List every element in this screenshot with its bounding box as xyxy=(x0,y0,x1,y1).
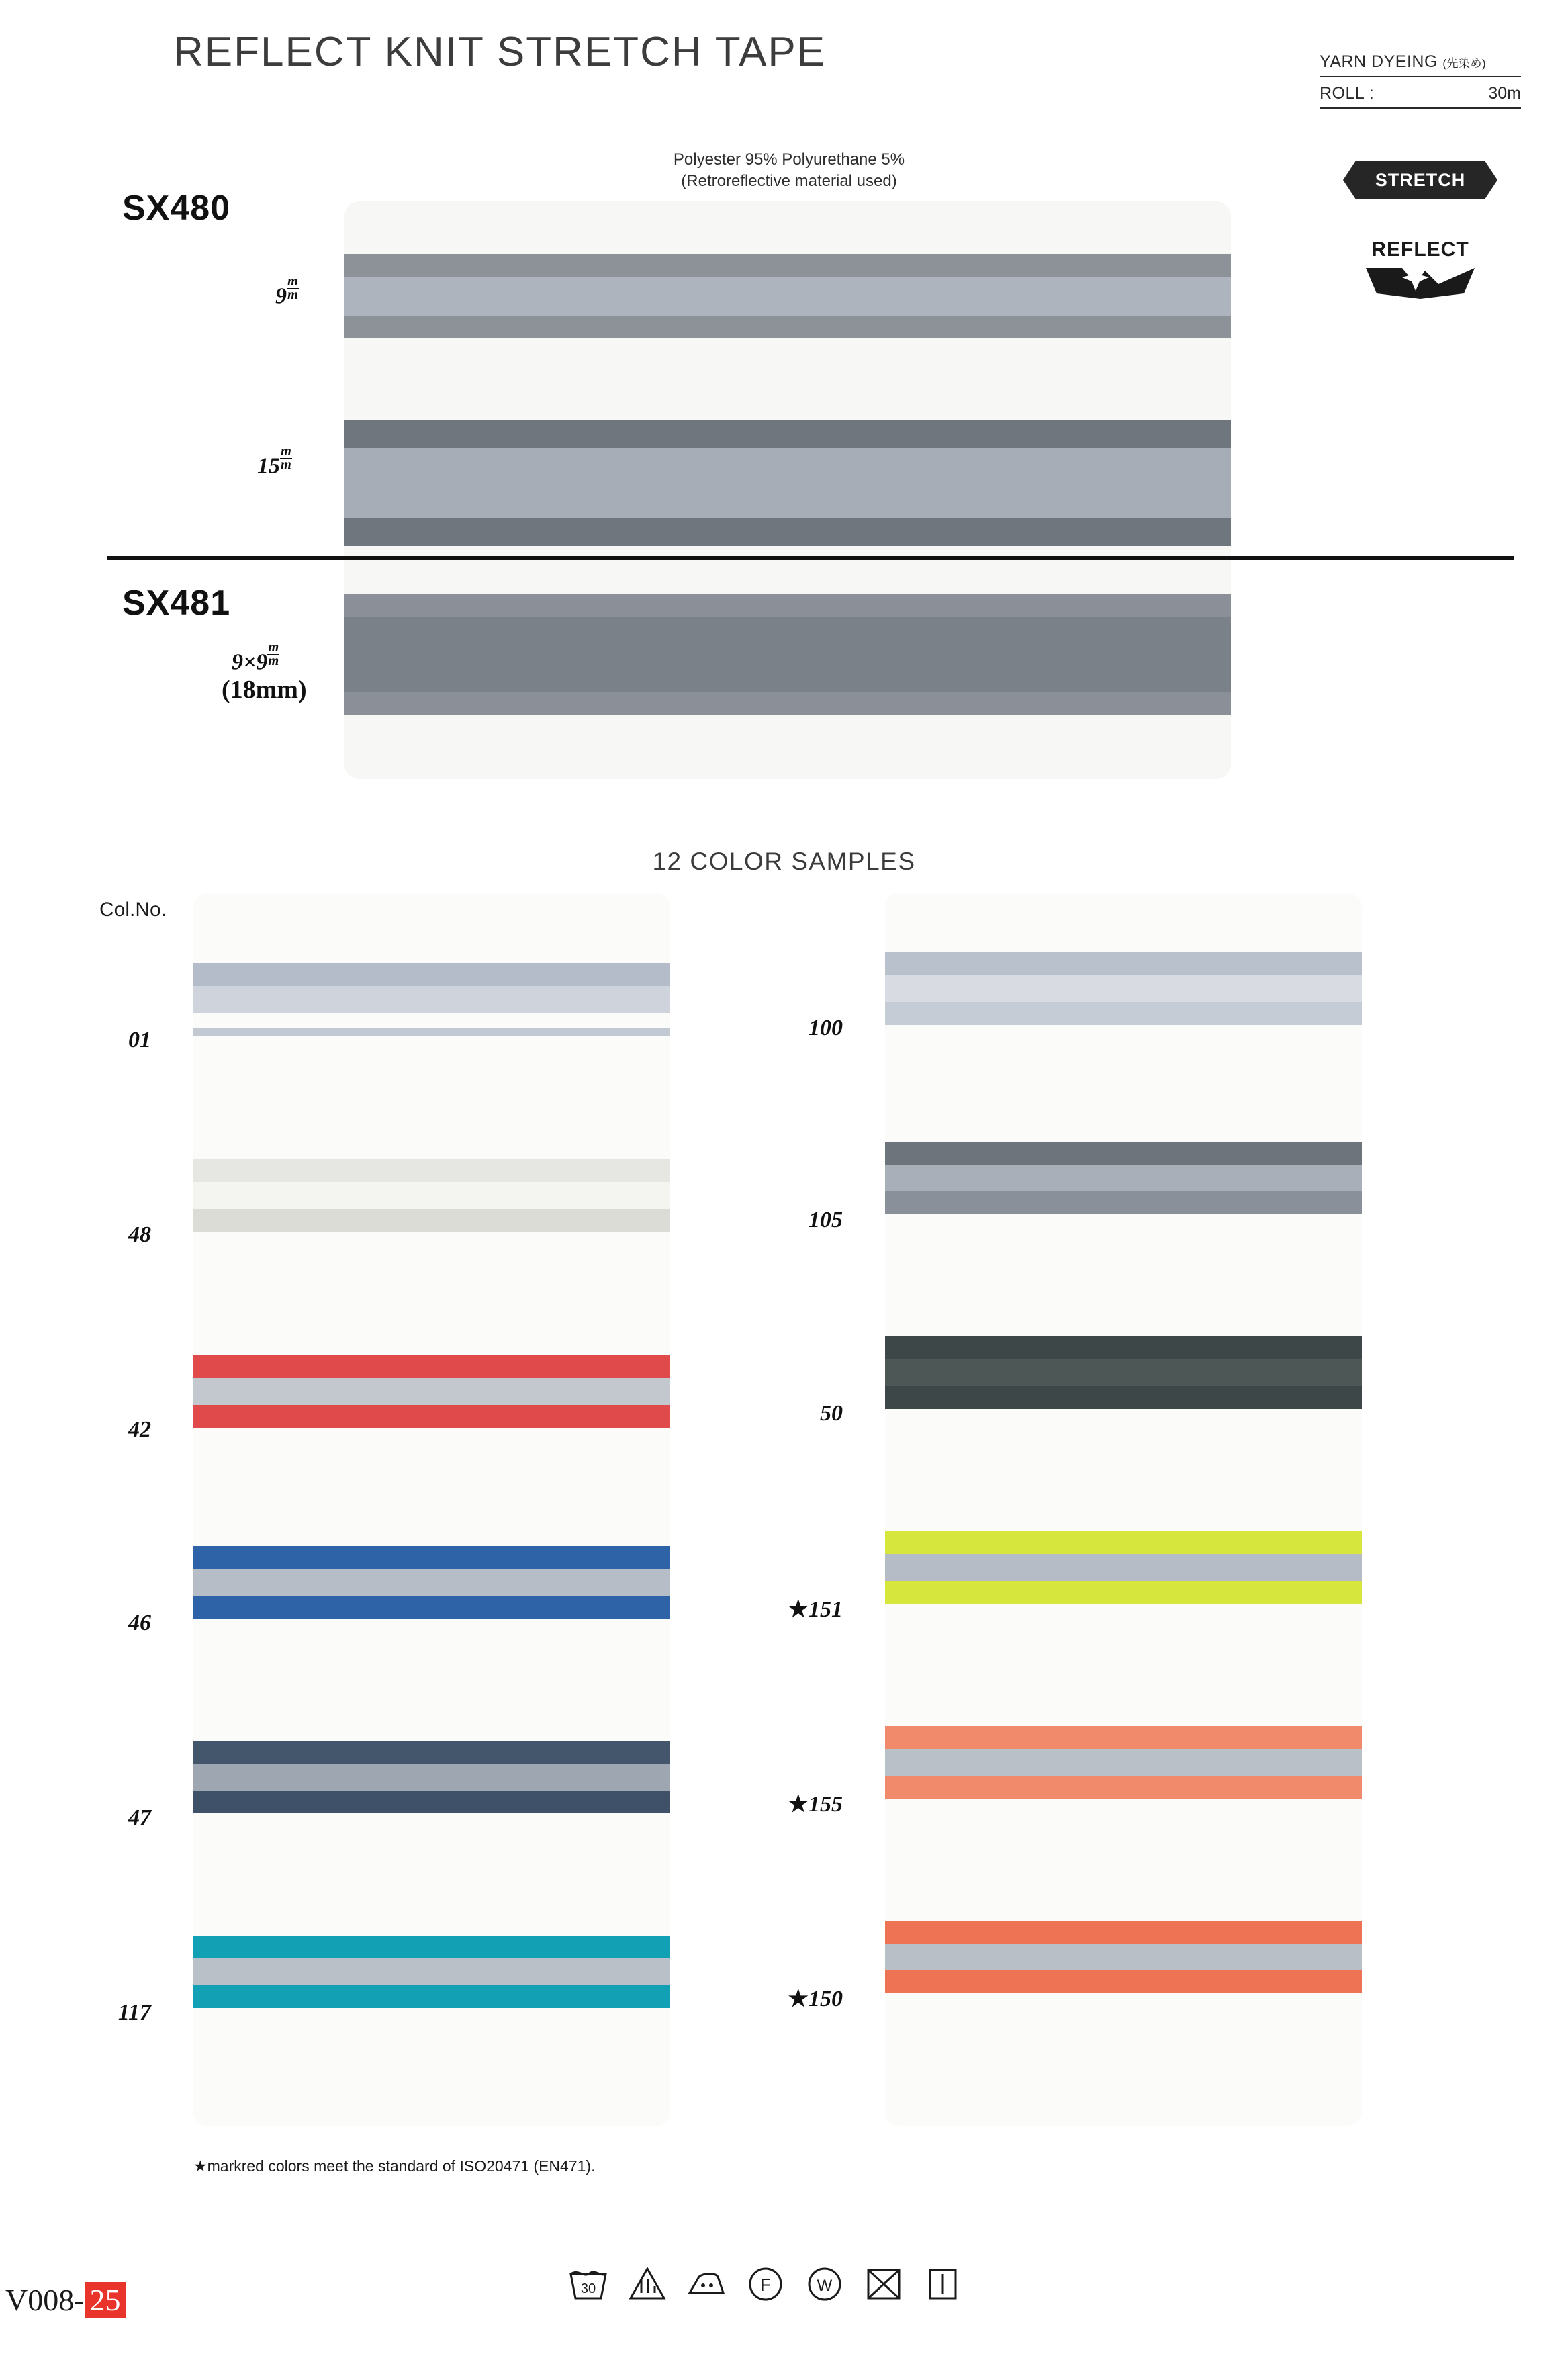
swatch-edge-bottom xyxy=(885,1776,1362,1799)
care-instruction-icons xyxy=(567,2263,964,2302)
swatch-core xyxy=(885,1165,1362,1191)
swatch-edge-bottom xyxy=(193,1028,670,1036)
color-swatch-01 xyxy=(193,963,670,1036)
section-divider xyxy=(107,556,1514,560)
color-swatch-117 xyxy=(193,1936,670,2008)
swatch-edge-top xyxy=(193,1355,670,1378)
swatch-core xyxy=(885,1944,1362,1970)
swatch-core xyxy=(885,1359,1362,1386)
swatch-core xyxy=(193,1378,670,1405)
spec-row-yarn-dyeing xyxy=(1320,52,1521,77)
tape-sample-sx480-9mm xyxy=(344,254,1231,341)
page-number-badge: 25 xyxy=(85,2282,126,2318)
reflect-badge xyxy=(1363,238,1477,299)
width-value: 9×9 xyxy=(232,649,268,675)
width-label-9x9mm xyxy=(232,641,279,675)
col-no-47: 47 xyxy=(128,1805,151,1830)
swatch-edge-top xyxy=(885,952,1362,975)
col-no-46: 46 xyxy=(128,1611,151,1635)
wetclean-w-icon xyxy=(804,2263,845,2302)
width-unit-mm: $\frac{m}{m}$ xyxy=(287,274,298,303)
svg-text:30: 30 xyxy=(580,2281,596,2296)
swatch-edge-bottom xyxy=(885,1581,1362,1604)
col-no-header: Col.No. xyxy=(99,899,167,921)
swatch-core xyxy=(193,986,670,1013)
col-no-50: 50 xyxy=(820,1401,843,1426)
swatch-core xyxy=(193,1764,670,1791)
width-label-15mm xyxy=(257,445,292,479)
stretch-badge-label: STRETCH xyxy=(1375,169,1466,190)
color-swatch-151 xyxy=(885,1531,1362,1604)
tape-reflect-core xyxy=(344,277,1231,316)
tape-edge-bottom xyxy=(344,692,1231,715)
swatch-edge-bottom xyxy=(885,1386,1362,1409)
swatch-edge-bottom xyxy=(193,1985,670,2008)
tape-edge-top xyxy=(344,594,1231,617)
swatch-core xyxy=(193,1569,670,1596)
col-no-01: 01 xyxy=(128,1028,151,1052)
swatch-core xyxy=(885,975,1362,1002)
spec-label-jp: (先染め) xyxy=(1442,57,1487,70)
swatch-core xyxy=(885,1554,1362,1581)
tape-edge-bottom xyxy=(344,518,1231,546)
bleach-triangle-icon xyxy=(627,2263,668,2302)
svg-text:W: W xyxy=(817,2277,833,2295)
color-sample-panel-left xyxy=(193,893,670,2126)
col-no-117: 117 xyxy=(118,2000,151,2025)
swatch-edge-top xyxy=(193,1159,670,1182)
color-sample-panel-right xyxy=(885,893,1362,2126)
iso-standard-note: ★markred colors meet the standard of ISO20471 (EN471). xyxy=(193,2157,596,2175)
color-swatch-155 xyxy=(885,1726,1362,1799)
swatch-edge-bottom xyxy=(885,1970,1362,1993)
dryclean-f-icon xyxy=(745,2263,786,2302)
color-swatch-50 xyxy=(885,1336,1362,1409)
tape-edge-top xyxy=(344,254,1231,277)
col-no-151: ★151 xyxy=(788,1597,843,1622)
no-tumble-dry-icon xyxy=(863,2263,905,2302)
width-value: 15 xyxy=(257,453,280,479)
swatch-edge-top xyxy=(193,963,670,986)
reflect-arrow-icon xyxy=(1363,264,1477,299)
page-title: REFLECT KNIT STRETCH TAPE xyxy=(173,29,827,75)
swatch-edge-top xyxy=(885,1142,1362,1165)
col-no-105: 105 xyxy=(809,1208,843,1232)
stretch-badge xyxy=(1343,161,1497,199)
swatch-edge-top xyxy=(885,1921,1362,1944)
swatch-edge-top xyxy=(193,1936,670,1958)
swatch-edge-bottom xyxy=(885,1002,1362,1025)
color-swatch-46 xyxy=(193,1546,670,1619)
iso-star-icon: ★ xyxy=(788,1597,809,1622)
drip-dry-icon xyxy=(922,2263,964,2302)
color-swatch-100 xyxy=(885,952,1362,1025)
spec-label-yarn-dyeing xyxy=(1320,52,1486,72)
swatch-edge-top xyxy=(885,1726,1362,1749)
composition-line-2: (Retroreflective material used) xyxy=(681,172,897,191)
swatch-core xyxy=(193,1958,670,1985)
spec-value-roll: 30m xyxy=(1488,84,1521,103)
iron-icon xyxy=(686,2263,727,2302)
width-label-9mm xyxy=(275,275,299,309)
swatch-core xyxy=(885,1749,1362,1776)
color-swatch-42 xyxy=(193,1355,670,1428)
svg-text:F: F xyxy=(760,2275,771,2295)
swatch-edge-bottom xyxy=(193,1596,670,1619)
swatch-edge-top xyxy=(885,1531,1362,1554)
swatch-edge-top xyxy=(885,1336,1362,1359)
swatch-edge-top xyxy=(193,1741,670,1764)
col-no-100: 100 xyxy=(809,1015,843,1040)
spec-row-roll xyxy=(1320,84,1521,109)
color-swatch-150 xyxy=(885,1921,1362,1993)
col-no-155: ★155 xyxy=(788,1792,843,1817)
swatch-edge-bottom xyxy=(193,1405,670,1428)
swatch-edge-bottom xyxy=(193,1209,670,1232)
swatch-edge-bottom xyxy=(193,1791,670,1813)
model-label-sx481: SX481 xyxy=(122,584,231,623)
reflect-badge-label: REFLECT xyxy=(1371,238,1469,261)
col-no-150: ★150 xyxy=(788,1987,843,2011)
tape-edge-bottom xyxy=(344,316,1231,338)
color-swatch-48 xyxy=(193,1159,670,1232)
width-value: 9 xyxy=(275,283,287,309)
top-sample-panel xyxy=(344,201,1231,779)
iso-star-icon: ★ xyxy=(788,1792,809,1817)
swatch-core xyxy=(193,1182,670,1209)
composition-line-1: Polyester 95% Polyurethane 5% xyxy=(673,150,905,169)
col-no-42: 42 xyxy=(128,1417,151,1442)
wash-30-icon xyxy=(567,2263,609,2302)
color-swatch-47 xyxy=(193,1741,670,1813)
composition-text xyxy=(631,149,947,193)
width-unit-mm: $\frac{m}{m}$ xyxy=(281,444,291,473)
footer-catalog-code xyxy=(5,2282,126,2318)
width-label-18mm: (18mm) xyxy=(222,676,307,704)
spec-label-roll: ROLL : xyxy=(1320,84,1375,103)
footer-code-prefix: V008- xyxy=(5,2283,85,2317)
spec-box xyxy=(1320,52,1521,116)
width-unit-mm: $\frac{m}{m}$ xyxy=(268,640,279,669)
swatch-edge-top xyxy=(193,1546,670,1569)
col-no-48: 48 xyxy=(128,1222,151,1247)
iso-star-icon: ★ xyxy=(788,1987,809,2011)
tape-edge-top xyxy=(344,420,1231,448)
model-label-sx480: SX480 xyxy=(122,189,231,228)
tape-reflect-core xyxy=(344,448,1231,518)
tape-sample-sx481-18mm xyxy=(344,594,1231,715)
tape-reflect-core xyxy=(344,617,1231,692)
swatch-edge-bottom xyxy=(885,1191,1362,1214)
color-swatch-105 xyxy=(885,1142,1362,1214)
color-samples-title: 12 COLOR SAMPLES xyxy=(652,848,916,875)
tape-sample-sx480-15mm xyxy=(344,420,1231,547)
spec-label-text: YARN DYEING xyxy=(1320,52,1438,71)
